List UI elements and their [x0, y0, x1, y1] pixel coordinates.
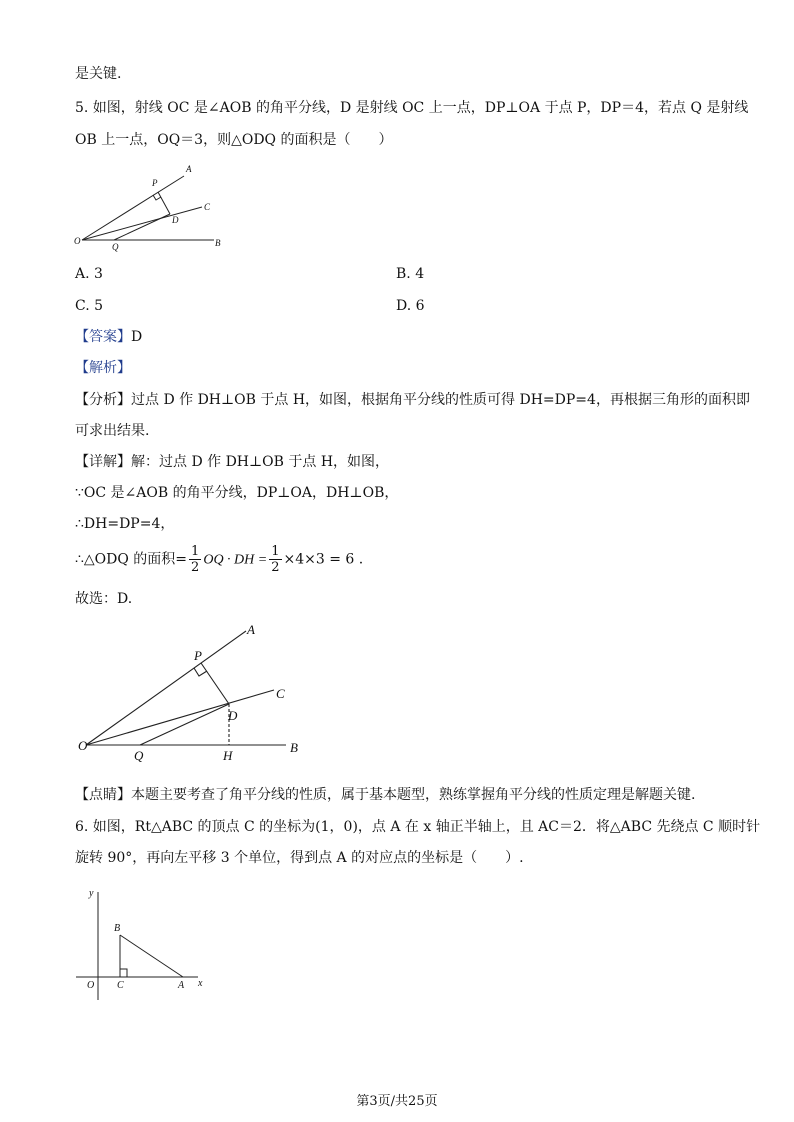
choose-line: 故选：D.	[75, 591, 133, 607]
ray-OA	[82, 176, 184, 240]
option-D: D. 6	[396, 298, 425, 314]
page-footer: 第3页/共25页	[356, 1094, 438, 1109]
solution-step2: ∴DH=DP=4，	[75, 516, 175, 532]
answer-line	[75, 327, 142, 347]
option-A: A. 3	[75, 266, 103, 282]
q5-stem-line1: 5. 如图，射线 OC 是∠AOB 的角平分线，D 是射线 OC 上一点，DP⊥OA 于点 P，DP＝4，若点 Q 是射线	[75, 100, 749, 116]
xiangjie-text1: 解：过点 D 作 DH⊥OB 于点 H，如图，	[131, 454, 390, 470]
label-O: O	[74, 236, 81, 246]
fraction-denominator: 2	[191, 560, 200, 575]
segment-BA	[120, 935, 183, 977]
fraction-half-1	[189, 544, 201, 575]
label-D: D	[228, 708, 238, 723]
ray-OC	[82, 207, 202, 240]
label-C: C	[204, 202, 211, 212]
label-B: B	[290, 740, 298, 755]
step3-prefix: ∴△ODQ 的面积=	[75, 551, 188, 568]
fraction-numerator: 1	[271, 544, 280, 559]
label-B: B	[215, 238, 221, 248]
q6-stem-line2: 旋转 90°，再向左平移 3 个单位，得到点 A 的对应点的坐标是（ ）.	[75, 850, 524, 866]
q6-figure	[74, 884, 214, 1004]
option-B: B. 4	[396, 266, 425, 282]
analysis-tag: 【解析】	[75, 360, 131, 376]
label-x: x	[198, 978, 203, 989]
right-angle-mark-C	[120, 969, 127, 977]
dianjing-text: 本题主要考查了角平分线的性质，属于基本题型，熟练掌握角平分线的性质定理是解题关键.	[131, 787, 696, 803]
label-Q: Q	[112, 242, 119, 252]
label-C: C	[276, 686, 285, 701]
fenxi-tag: 【分析】	[75, 392, 131, 408]
ray-OC	[86, 690, 274, 745]
label-P: P	[152, 178, 158, 188]
segment-QD	[140, 704, 229, 745]
label-A: A	[247, 622, 255, 637]
dianjing-line	[75, 785, 695, 805]
label-Q: Q	[134, 748, 144, 763]
label-y: y	[89, 888, 94, 899]
fraction-half-2	[269, 544, 281, 575]
q6-stem-line1: 6. 如图，Rt△ABC 的顶点 C 的坐标为(1，0)，点 A 在 x 轴正半轴上，且 AC＝2．将△ABC 先绕点 C 顺时针	[75, 819, 761, 835]
label-A: A	[178, 980, 185, 991]
answer-tag: 【答案】	[75, 329, 131, 345]
xiangjie-tag: 【详解】	[75, 454, 131, 470]
previous-text-tail: 是关键.	[75, 66, 122, 82]
fraction-denominator: 2	[271, 560, 280, 575]
step3-middle: OQ · DH =	[203, 552, 268, 568]
xiangjie-line1	[75, 452, 389, 472]
solution-step3	[75, 544, 363, 576]
ray-OA	[86, 631, 246, 745]
label-O: O	[78, 738, 88, 753]
fenxi-line1	[75, 390, 750, 410]
fenxi-text1: 过点 D 作 DH⊥OB 于点 H，如图，根据角平分线的性质可得 DH=DP=4，再根据三角形的面积即	[131, 392, 750, 408]
fraction-numerator: 1	[191, 544, 200, 559]
q5-stem-line2: OB 上一点，OQ＝3，则△ODQ 的面积是（ ）	[75, 132, 393, 148]
dianjing-tag: 【点睛】	[75, 787, 131, 803]
segment-QD	[114, 214, 170, 240]
answer-value: D	[131, 329, 143, 345]
label-P: P	[194, 648, 202, 663]
label-H: H	[223, 748, 233, 763]
q5-figure-large	[74, 618, 314, 768]
segment-PD	[158, 192, 170, 214]
label-B: B	[114, 923, 121, 934]
label-C: C	[117, 980, 124, 991]
q5-figure-small	[72, 160, 232, 252]
label-D: D	[172, 215, 179, 225]
label-O: O	[87, 980, 95, 991]
step3-end: ×4×3 = 6 .	[283, 551, 364, 568]
segment-PD	[201, 663, 229, 704]
option-C: C. 5	[75, 298, 104, 314]
solution-step1: ∵OC 是∠AOB 的角平分线，DP⊥OA，DH⊥OB，	[75, 485, 399, 501]
label-A: A	[186, 164, 192, 174]
fenxi-line2: 可求出结果.	[75, 423, 150, 439]
